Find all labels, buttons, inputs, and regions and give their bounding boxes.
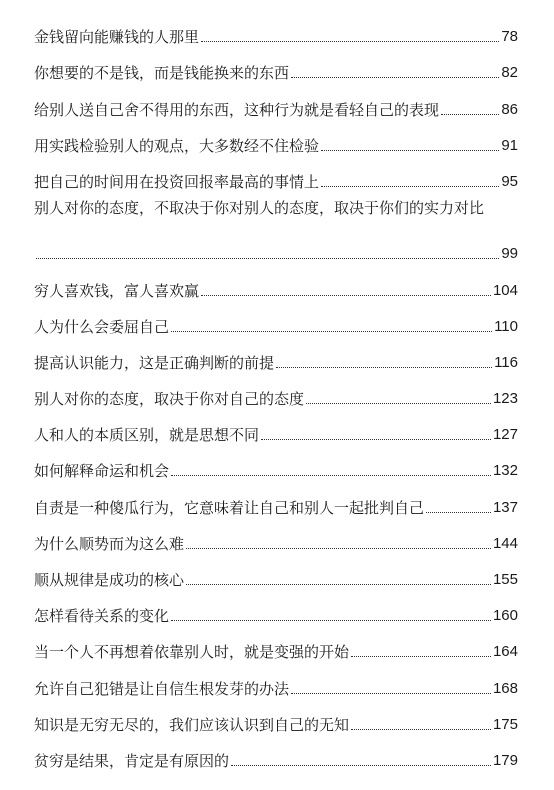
toc-entry-title: 把自己的时间用在投资回报率最高的事情上 bbox=[34, 172, 320, 191]
toc-entry-page: 160 bbox=[492, 607, 518, 625]
toc-entry[interactable] bbox=[34, 408, 518, 444]
toc-leader-dots bbox=[426, 512, 491, 513]
toc-entry-page: 168 bbox=[492, 679, 518, 697]
toc-entry-title: 你想要的不是钱，而是钱能换来的东西 bbox=[34, 64, 290, 83]
toc-leader-dots bbox=[171, 331, 492, 332]
toc-leader-dots bbox=[321, 150, 499, 151]
toc-entry-title: 别人对你的态度，取决于你对自己的态度 bbox=[34, 390, 305, 409]
toc-leader-dots bbox=[351, 729, 491, 730]
toc-entry[interactable] bbox=[34, 553, 518, 589]
toc-entry-page: 144 bbox=[492, 534, 518, 552]
toc-entry-page: 78 bbox=[501, 28, 518, 46]
toc-leader-dots bbox=[321, 186, 499, 187]
toc-entry-page: 82 bbox=[501, 64, 518, 82]
toc-entry-title: 如何解释命运和机会 bbox=[34, 462, 170, 481]
toc-entry-page: 104 bbox=[492, 281, 518, 299]
toc-leader-dots bbox=[171, 475, 491, 476]
toc-entry-continuation bbox=[34, 245, 518, 263]
toc-leader-dots bbox=[171, 620, 491, 621]
toc-entry[interactable] bbox=[34, 517, 518, 553]
toc-entry-page: 127 bbox=[492, 426, 518, 444]
toc-entry-page: 95 bbox=[501, 172, 518, 190]
toc-leader-dots bbox=[36, 258, 499, 259]
toc-entry[interactable] bbox=[34, 336, 518, 372]
toc-entry[interactable] bbox=[34, 698, 518, 734]
toc-entry-page: 123 bbox=[492, 390, 518, 408]
toc-entry[interactable] bbox=[34, 661, 518, 697]
toc-entry[interactable] bbox=[34, 625, 518, 661]
toc-leader-dots bbox=[441, 114, 499, 115]
toc-entry[interactable] bbox=[34, 372, 518, 408]
toc-entry-page: 110 bbox=[494, 317, 518, 335]
toc-entry[interactable] bbox=[34, 191, 518, 263]
toc-entry-page: 175 bbox=[492, 715, 518, 733]
toc-entry[interactable] bbox=[34, 155, 518, 191]
toc-entry-title: 允许自己犯错是让自信生根发芽的办法 bbox=[34, 679, 290, 698]
toc-leader-dots bbox=[291, 77, 499, 78]
toc-entry[interactable] bbox=[34, 444, 518, 480]
toc-leader-dots bbox=[201, 295, 491, 296]
toc-entry[interactable] bbox=[34, 119, 518, 155]
toc-leader-dots bbox=[351, 656, 491, 657]
toc-entry-title: 给别人送自己舍不得用的东西，这种行为就是看轻自己的表现 bbox=[34, 100, 440, 119]
toc-entry-page: 179 bbox=[492, 751, 518, 769]
toc-entry-title: 当一个人不再想着依靠别人时，就是变强的开始 bbox=[34, 643, 350, 662]
toc-leader-dots bbox=[186, 548, 491, 549]
toc-entry-title: 怎样看待关系的变化 bbox=[34, 607, 170, 626]
toc-entry[interactable] bbox=[34, 300, 518, 336]
toc-leader-dots bbox=[231, 765, 491, 766]
toc-entry[interactable] bbox=[34, 480, 518, 516]
toc-leader-dots bbox=[276, 367, 492, 368]
toc-entry-title: 知识是无穷无尽的，我们应该认识到自己的无知 bbox=[34, 715, 350, 734]
toc-entry-title: 提高认识能力，这是正确判断的前提 bbox=[34, 353, 275, 372]
toc-entry-title: 穷人喜欢钱，富人喜欢赢 bbox=[34, 281, 200, 300]
toc-entry-page: 164 bbox=[492, 643, 518, 661]
toc-entry-title: 人为什么会委屈自己 bbox=[34, 317, 170, 336]
toc-entry-title: 贫穷是结果，肯定是有原因的 bbox=[34, 751, 230, 770]
toc-leader-dots bbox=[291, 693, 491, 694]
toc-entry-page: 132 bbox=[492, 462, 518, 480]
toc-entry-title: 为什么顺势而为这么难 bbox=[34, 534, 185, 553]
toc-entry[interactable] bbox=[34, 10, 518, 46]
toc-entry-title: 金钱留向能赚钱的人那里 bbox=[34, 28, 200, 47]
toc-entry[interactable] bbox=[34, 589, 518, 625]
toc-entry-title: 人和人的本质区别，就是思想不同 bbox=[34, 426, 260, 445]
toc-leader-dots bbox=[306, 403, 491, 404]
toc-entry-page: 99 bbox=[501, 245, 518, 263]
toc-leader-dots bbox=[261, 439, 491, 440]
toc-entry-page: 86 bbox=[501, 100, 518, 118]
toc-entry-page: 91 bbox=[501, 136, 518, 154]
toc-entry-page: 137 bbox=[492, 498, 518, 516]
toc-entry[interactable] bbox=[34, 46, 518, 82]
toc-entry[interactable] bbox=[34, 734, 518, 770]
toc-entry-title: 自责是一种傻瓜行为，它意味着让自己和别人一起批判自己 bbox=[34, 498, 425, 517]
toc-leader-dots bbox=[201, 41, 499, 42]
toc-entry-title: 用实践检验别人的观点，大多数经不住检验 bbox=[34, 136, 320, 155]
toc-entry[interactable] bbox=[34, 263, 518, 299]
toc-entry-title: 顺从规律是成功的核心 bbox=[34, 571, 185, 590]
toc-entry-title: 别人对你的态度，不取决于你对别人的态度，取决于你们的实力对比 bbox=[34, 198, 485, 217]
toc-entry[interactable] bbox=[34, 82, 518, 118]
toc-entry-page: 155 bbox=[492, 571, 518, 589]
toc-entry-page: 116 bbox=[494, 353, 518, 371]
table-of-contents bbox=[34, 10, 518, 770]
toc-leader-dots bbox=[186, 584, 491, 585]
